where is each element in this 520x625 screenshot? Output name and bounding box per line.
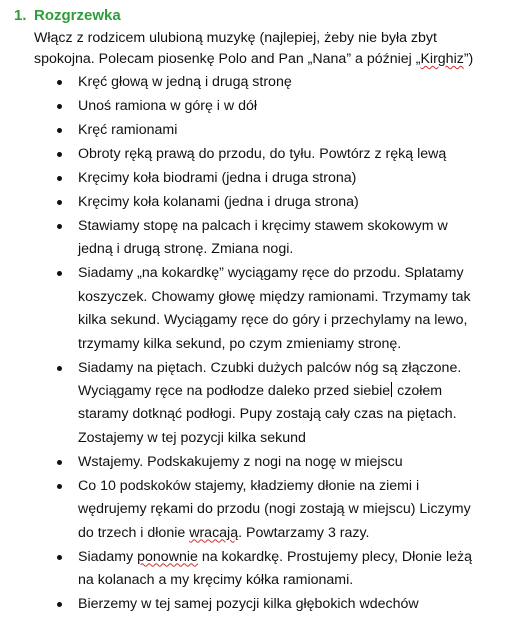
- item-line: Kręć ramionami: [78, 122, 178, 138]
- item-line: Kręcimy koła kolanami (jedna i druga strona): [78, 194, 359, 210]
- item-line: Siadamy na piętach. Czubki dużych palców nóg są złączone.: [78, 359, 462, 376]
- item-line: wędrujemy rękami do przodu (nogi zostają w miejscu) Liczymy: [78, 501, 471, 518]
- item-line: Kręcimy koła biodrami (jedna i druga strona): [78, 170, 357, 186]
- misspelled-word[interactable]: wracają: [189, 524, 239, 541]
- list-item: [0, 475, 508, 545]
- intro-text: spokojna. Polecam piosenkę Polo and Pan „Nana” a później „: [34, 51, 421, 67]
- bullet-icon: [57, 602, 62, 607]
- exercise-list: [0, 71, 520, 617]
- item-line: jedną i drugą stronę. Zmiana nogi.: [78, 241, 294, 258]
- intro-line: [34, 49, 514, 70]
- list-item: [0, 95, 508, 118]
- item-line: koszyczek. Chowamy głowę między ramionami. Trzymamy tak: [78, 288, 471, 305]
- misspelled-word[interactable]: Kirghiz: [420, 51, 464, 67]
- list-item: [0, 167, 508, 190]
- item-line: [78, 522, 508, 545]
- item-line: Unoś ramiona w górę i w dół: [78, 98, 257, 114]
- bullet-icon: [57, 200, 62, 205]
- list-item: [0, 143, 508, 166]
- list-item: [0, 357, 508, 451]
- bullet-icon: [57, 176, 62, 181]
- bullet-icon: [57, 152, 62, 157]
- list-item: [0, 71, 508, 94]
- item-line: Wstajemy. Podskakujemy z nogi na nogę w miejscu: [78, 453, 403, 470]
- item-line: [78, 380, 508, 403]
- bullet-icon: [57, 271, 62, 276]
- misspelled-word[interactable]: ponownie: [137, 548, 198, 565]
- item-line: Co 10 podskoków stajemy, kładziemy dłonie na ziemi i: [78, 477, 420, 494]
- item-line: [78, 546, 508, 569]
- heading-number: 1.: [14, 7, 27, 24]
- item-text: . Powtarzamy 3 razy.: [238, 524, 370, 541]
- item-line: Obroty ręką prawą do przodu, do tyłu. Powtórz z ręką lewą: [78, 146, 447, 162]
- bullet-icon: [57, 555, 62, 560]
- item-line: Zostajemy w tej pozycji kilka sekund: [78, 429, 306, 446]
- list-item: [0, 546, 508, 593]
- list-item: [0, 262, 508, 356]
- item-line: kilka sekund. Wyciągamy ręce do góry i przechylamy na lewo,: [78, 312, 468, 329]
- item-line: Siadamy „na kokardkę” wyciągamy ręce do przodu. Splatamy: [78, 265, 464, 282]
- item-line: Bierzemy w tej samej pozycji kilka głębokich wdechów: [78, 596, 419, 613]
- item-text: na kokardkę. Prostujemy plecy, Dłonie leżą: [197, 548, 473, 565]
- bullet-icon: [57, 128, 62, 133]
- list-item: [0, 119, 508, 142]
- intro-line: Włącz z rodzicem ulubioną muzykę (najlepiej, żeby nie była zbyt: [34, 30, 437, 46]
- bullet-icon: [57, 104, 62, 109]
- intro-closing: ”): [463, 51, 474, 67]
- item-line: Stawiamy stopę na palcach i kręcimy stawem skokowym w: [78, 218, 448, 234]
- intro-paragraph: [34, 28, 514, 70]
- heading-title: Rozgrzewka: [34, 7, 121, 24]
- item-text: do trzech i dłonie: [78, 524, 190, 541]
- item-line: staramy dotknąć podłogi. Pupy zostają cały czas na piętach.: [78, 406, 457, 423]
- bullet-icon: [57, 484, 62, 489]
- bullet-icon: [57, 366, 62, 371]
- item-text: czołem: [393, 383, 443, 400]
- list-item: [0, 451, 508, 474]
- list-item: [0, 215, 508, 262]
- list-item: [0, 593, 508, 616]
- bullet-icon: [57, 80, 62, 85]
- item-line: Kręć głową w jedną i drugą stronę: [78, 74, 292, 90]
- item-line: trzymamy kilka sekund, po czym zmieniamy stronę.: [78, 335, 402, 352]
- section-heading: [14, 6, 121, 26]
- item-text: Wyciągamy ręce na podłodze daleko przed siebie: [78, 383, 391, 400]
- bullet-icon: [57, 460, 62, 465]
- bullet-icon: [57, 224, 62, 229]
- list-item: [0, 191, 508, 214]
- item-line: na kolanach a my kręcimy kółka ramionami.: [78, 572, 354, 589]
- item-text: Siadamy: [78, 548, 138, 565]
